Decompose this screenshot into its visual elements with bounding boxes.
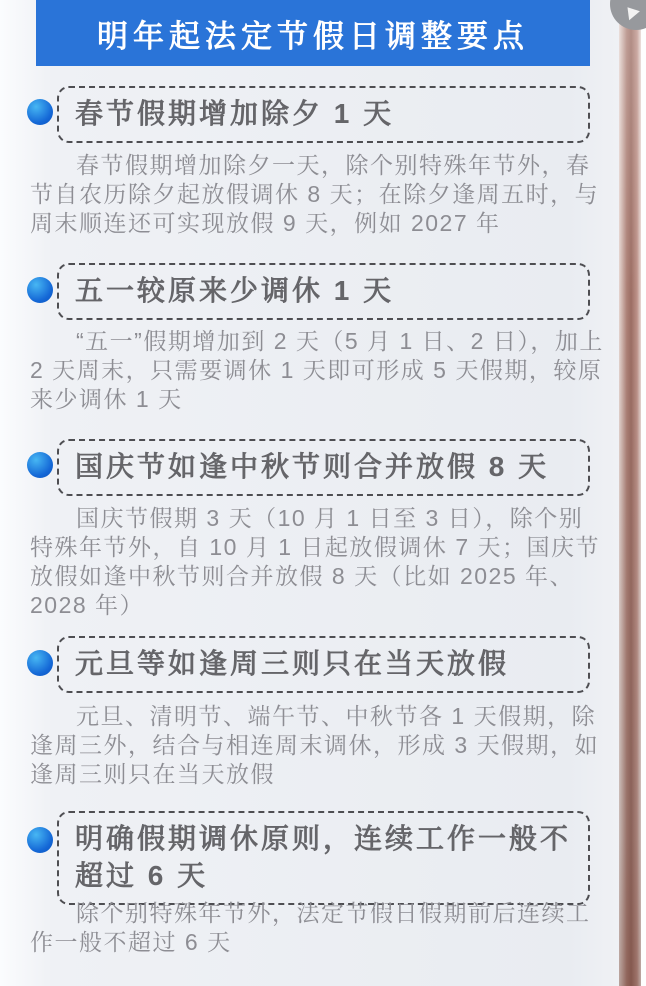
section-title: 元旦等如逢周三则只在当天放假 — [57, 636, 590, 693]
section-body: “五一”假期增加到 2 天（5 月 1 日、2 日），加上 2 天周末，只需要调休 1 天即可形成 5 天假期，较原来少调休 1 天 — [30, 328, 604, 412]
blue-dot-icon — [27, 452, 53, 478]
section-title: 五一较原来少调休 1 天 — [57, 263, 590, 320]
section-title: 国庆节如逢中秋节则合并放假 8 天 — [57, 439, 590, 496]
header-banner — [36, 0, 590, 66]
blue-dot-icon — [27, 827, 53, 853]
page-title: 明年起法定节假日调整要点 — [97, 18, 529, 54]
section-title: 春节假期增加除夕 1 天 — [57, 86, 590, 143]
page-edge-white — [641, 0, 646, 986]
section-title: 明确假期调休原则，连续工作一般不超过 6 天 — [57, 811, 590, 905]
page-edge-strip-shade — [619, 0, 641, 986]
blue-dot-icon — [27, 650, 53, 676]
section-body: 除个别特殊年节外，法定节假日假期前后连续工作一般不超过 6 天 — [30, 900, 591, 955]
pencil-mark-icon — [622, 3, 640, 20]
blue-dot-icon — [27, 277, 53, 303]
section-body: 元旦、清明节、端午节、中秋节各 1 天假期，除逢周三外，结合与相连周末调休，形成 3 天假期，如逢周三则只在当天放假 — [30, 703, 600, 787]
floating-button-partial[interactable] — [610, 0, 646, 30]
section-body: 国庆节假期 3 天（10 月 1 日至 3 日），除个别特殊年节外，自 10 月 1 日起放假调休 7 天；国庆节放假如逢中秋节则合并放假 8 天（比如 2025 年、2028 年） — [30, 505, 601, 618]
section-body: 春节假期增加除夕一天，除个别特殊年节外，春节自农历除夕起放假调休 8 天；在除夕逢周五时，与周末顺连还可实现放假 9 天，例如 2027 年 — [30, 152, 600, 236]
blue-dot-icon — [27, 99, 53, 125]
